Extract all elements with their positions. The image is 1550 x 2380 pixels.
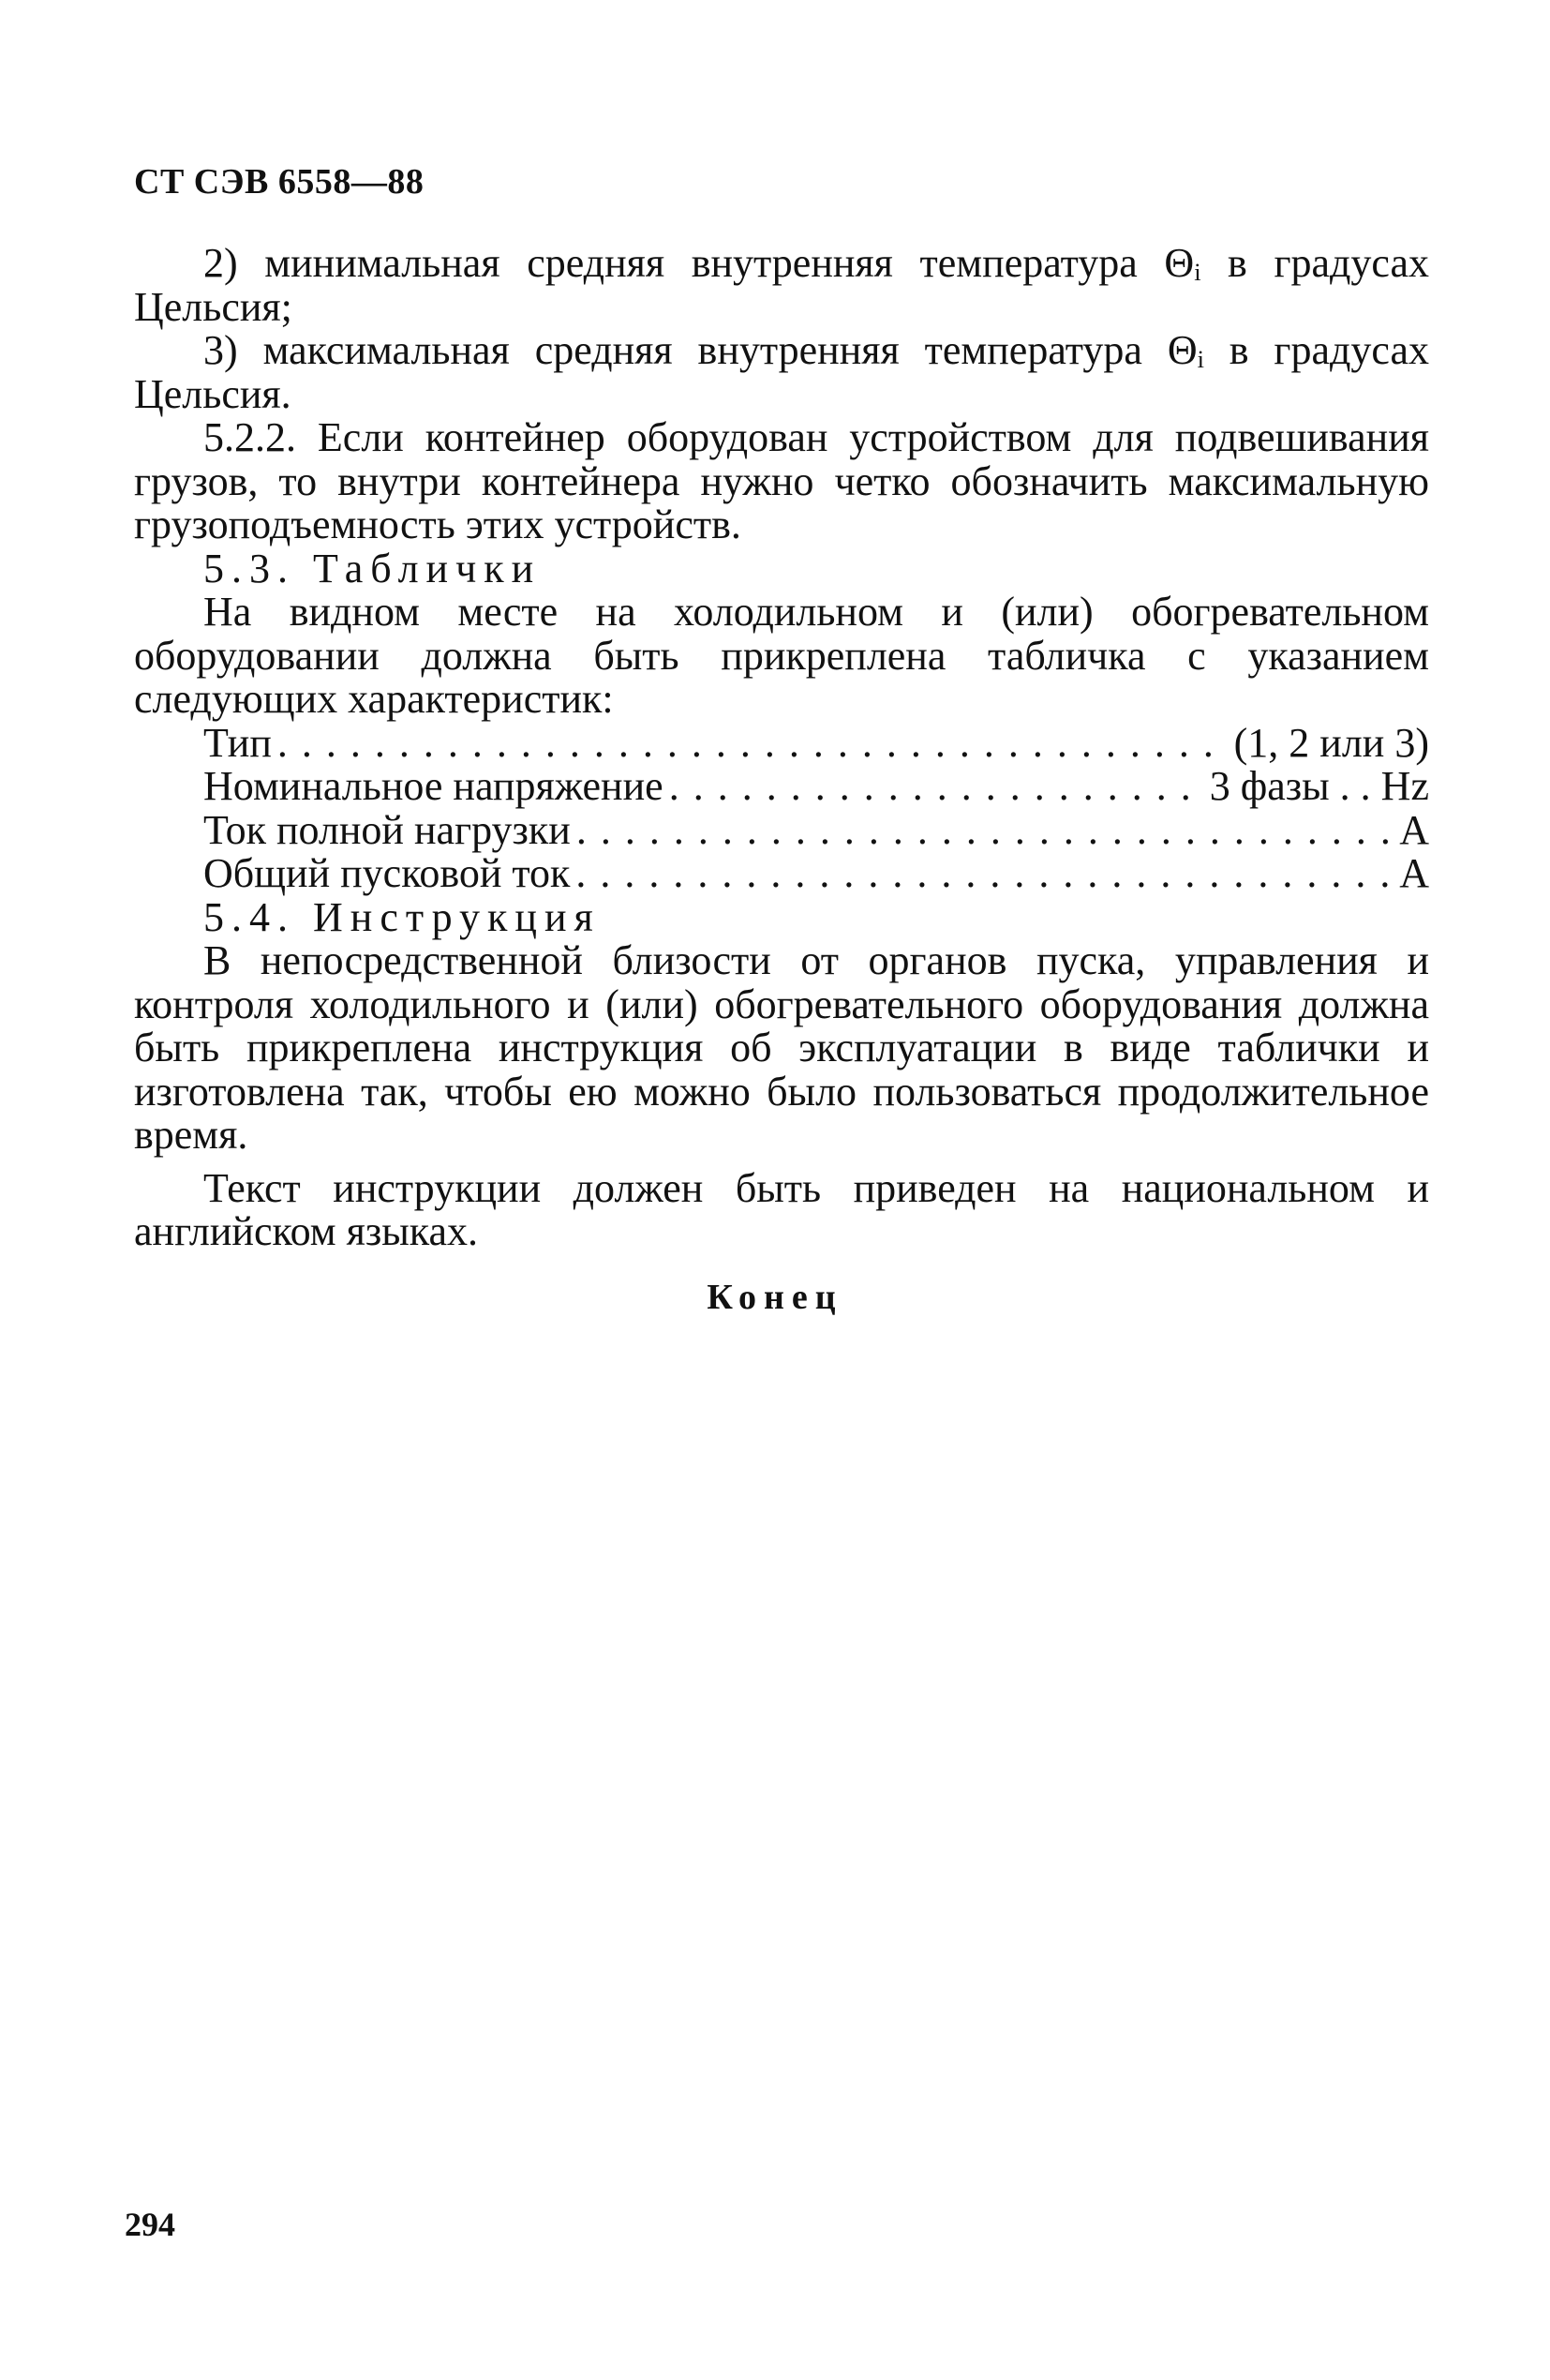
- spec-row-type: [203, 719, 1429, 766]
- page-number: 294: [125, 2206, 175, 2243]
- section-heading-5-4: 5.4. Инструкция: [203, 893, 601, 940]
- standard-header: СТ СЭВ 6558—88: [134, 162, 425, 202]
- paragraph-instruction-language: Текст инструкции должен быть приведен на национальном и английском языках.: [134, 1164, 1429, 1254]
- spec-value: A: [1399, 806, 1429, 853]
- spec-label: Тип: [203, 719, 272, 766]
- spec-row-full-load-current: [203, 806, 1429, 853]
- paragraph-plate-requirements: На видном месте на холодильном и (или) обогревательном оборудовании должна быть прикреплена табличка с указанием следующих характеристик:: [134, 589, 1429, 722]
- dot-leader: [277, 722, 1229, 766]
- document-body: [134, 242, 1429, 1254]
- spec-row-voltage: [203, 765, 1429, 809]
- spec-label: Ток полной нагрузки: [203, 806, 571, 853]
- spec-row-starting-current: [203, 852, 1429, 896]
- section-heading-5-3: 5.3. Таблички: [203, 545, 542, 591]
- paragraph-max-temperature: 3) максимальная средняя внутренняя температура Θᵢ в градусах Цельсия.: [134, 327, 1429, 417]
- spec-value: (1, 2 или 3): [1233, 719, 1429, 766]
- spec-label: Общий пусковой ток: [203, 850, 571, 896]
- dot-leader: [575, 852, 1394, 896]
- dot-leader: [576, 809, 1394, 853]
- paragraph-instruction-placement: В непосредственной близости от органов пуска, управления и контроля холодильного и (или) обогревательного оборудования должна быть прикреплена инструкция об эксплуатации в виде таблички и изготовлена так, чтобы ею можно было пользоваться продолжительное время.: [134, 937, 1429, 1158]
- spec-label: Номинальное напряжение: [203, 763, 663, 809]
- paragraph-5-2-2: 5.2.2. Если контейнер оборудован устройством для подвешивания грузов, то внутри контейнера нужно четко обозначить максимальную грузоподъемность этих устройств.: [134, 414, 1429, 547]
- spec-value: 3 фазы . . Hz: [1209, 763, 1429, 809]
- dot-leader: [669, 765, 1204, 809]
- spec-value: A: [1399, 850, 1429, 896]
- plate-spec-list: [203, 719, 1429, 896]
- end-marker: Конец: [707, 1278, 843, 1317]
- paragraph-min-temperature: 2) минимальная средняя внутренняя температура Θᵢ в градусах Цельсия;: [134, 240, 1429, 330]
